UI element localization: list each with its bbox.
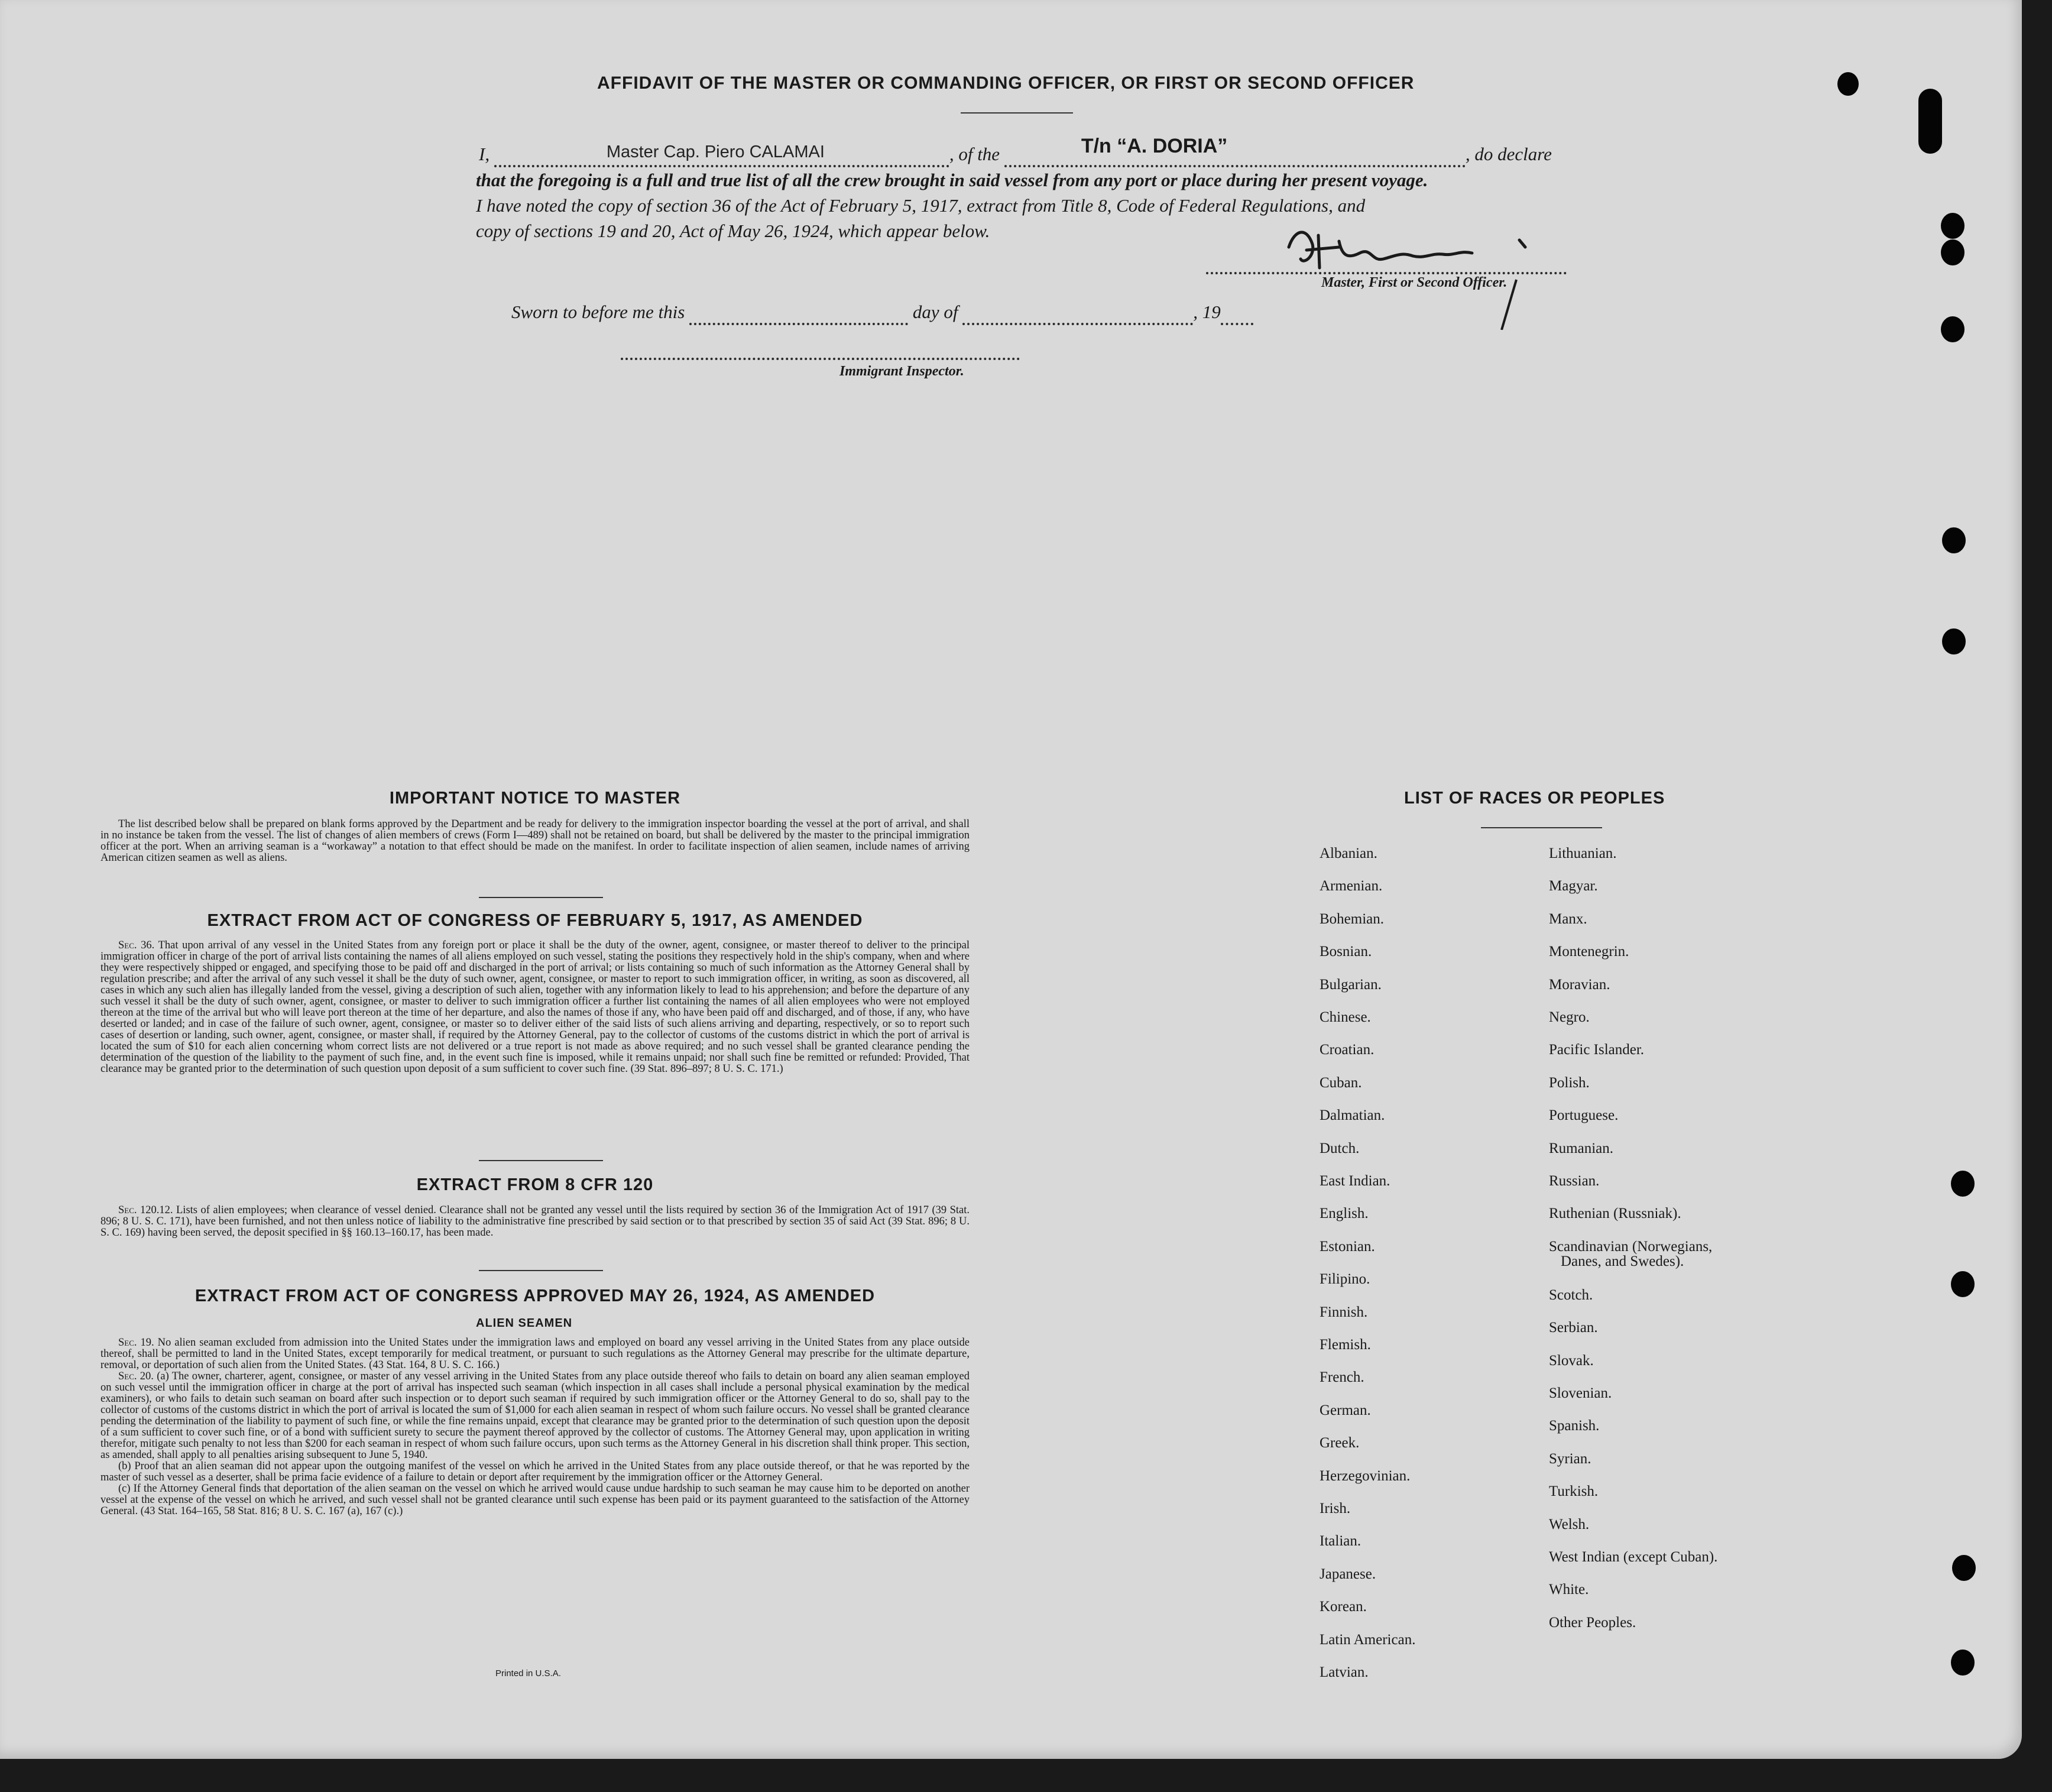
notice-text — [101, 819, 970, 864]
race-item: German. — [1320, 1402, 1371, 1418]
race-item: Rumanian. — [1549, 1140, 1614, 1156]
sec36-label: Sec. 36. — [118, 939, 155, 951]
race-item: Dalmatian. — [1320, 1107, 1385, 1124]
affidavit-line-3: I have noted the copy of section 36 of the Act of February 5, 1917, extract from Title 8, Code of Federal Regulations, and — [476, 195, 1366, 216]
sworn-year-label: , 19 — [1193, 302, 1221, 322]
race-item: Scandinavian (Norwegians, — [1549, 1238, 1713, 1255]
sec36-paragraph — [101, 940, 970, 1075]
signature-caption: Master, First or Second Officer. — [1321, 275, 1508, 290]
race-item: English. — [1320, 1206, 1369, 1222]
race-item: Pacific Islander. — [1549, 1042, 1645, 1058]
sec19-paragraph — [101, 1337, 970, 1371]
race-item: Serbian. — [1549, 1320, 1598, 1336]
race-item: French. — [1320, 1369, 1364, 1386]
race-item: Syrian. — [1549, 1450, 1591, 1467]
race-item: Japanese. — [1320, 1566, 1376, 1582]
punch-hole — [1951, 1650, 1975, 1676]
extract-cfr-title: EXTRACT FROM 8 CFR 120 — [416, 1175, 654, 1194]
race-item: Moravian. — [1549, 976, 1610, 993]
race-item: Albanian. — [1320, 845, 1377, 861]
extract-1917-title: EXTRACT FROM ACT OF CONGRESS OF FEBRUARY 5, 1917, AS AMENDED — [207, 911, 863, 930]
sworn-year-field — [1221, 305, 1253, 325]
race-item: Croatian. — [1320, 1042, 1375, 1058]
line1-suffix: , do declare — [1465, 144, 1552, 164]
race-item: Latvian. — [1320, 1664, 1369, 1680]
extract-1924-text — [101, 1337, 970, 1517]
race-item: Portuguese. — [1549, 1107, 1619, 1124]
race-item: Filipino. — [1320, 1271, 1370, 1288]
sec19-text: No alien seaman excluded from admission into the United States under the immigration laws and employed on board any vessel arriving in the United States from any place outside thereof, shall be permitted to land in the United States, except temporarily for medical treatment, or pursuant to such regulations as the Attorney General may prescribe for the ultimate departure, removal, or deportation of such alien from the United States. (43 Stat. 164, 8 U. S. C. 166.) — [101, 1337, 970, 1371]
vessel-name-field — [1004, 135, 1466, 167]
sec19-label: Sec. 19. — [118, 1337, 154, 1349]
race-item: Greek. — [1320, 1435, 1360, 1451]
sec120-label: Sec. 120.12. — [118, 1204, 173, 1216]
sworn-prefix: Sworn to before me this — [511, 302, 685, 322]
divider-2 — [479, 1160, 603, 1161]
sec20-text: (a) The owner, charterer, agent, consignee, or master of any vessel arriving in the United States from any place outside thereof who fails to detain on board any alien seaman employed on such vessel until the immigration officer in charge at the port of arrival has inspected such seaman (which inspection in all cases shall include a personal physical examination by the medical examiners), or who fails to detain such seaman on board after such inspection or to deport such seaman if required by such immigration officer or the Attorney General to do so, shall pay to the collector of customs of the customs district in which the port of arrival is located the sum of $1,000 for each alien seaman in respect of whom such failure occurs. No vessel shall be granted clearance pending the determination of the liability to payment of such fine, or while the fine remains unpaid, except that clearance may be granted prior to the determination of such question upon the deposit of a sum sufficient to cover such fine, or of a bond with sufficient surety to secure the payment thereof approved by the collector of customs. The Attorney General may, upon application in writing therefor, mitigate such penalty to not less than $200 for each seaman in respect of whom such failure occurs, upon such terms as the Attorney General in his discretion shall think proper. This section, as amended, shall apply to all penalties arising subsequent to June 5, 1940. — [101, 1370, 970, 1461]
divider-3 — [479, 1270, 603, 1271]
affidavit-line-4: copy of sections 19 and 20, Act of May 26, 1924, which appear below. — [476, 221, 990, 241]
inspector-line — [621, 352, 1020, 360]
race-item: Spanish. — [1549, 1418, 1600, 1434]
sec36-text: That upon arrival of any vessel in the United States from any foreign port or place it shall be the duty of the owner, agent, consignee, or master thereof to deliver to the principal immigration officer in charge of the port of arrival lists containing the names of all aliens employed on such vessel, stating the positions they respectively hold in the ship's company, when and where they were respectively shipped or engaged, and specifying those to be paid off and discharged in the port of arrival; or lists containing so much of such information as the Attorney General shall by regulation prescribe; and after the arrival of any such vessel it shall be the duty of such owner, agent, consignee, or master to report to such immigration officer, in writing, as soon as discovered, all cases in which any such alien has illegally landed from the vessel, giving a description of such alien, together with any information likely to lead to his apprehension; and before the departure of any such vessel it shall be the duty of such owner, agent, consignee, or master to deliver to such immigration officer a further list containing the names of all alien employees who were not employed thereon at the time of the arrival but who will leave port thereon at the time of her departure, and also the names of those if any, who have been paid off and discharged, and of those, if any, who have deserted or landed; and in case of the failure of such owner, agent, consignee, or master so to deliver either of the said lists of such aliens arriving and departing, respectively, or so to report such cases of desertion or landing, such owner, agent, consignee, or master shall, if required by the Attorney General, pay to the collector of customs of the customs district in which the port of arrival is located the sum of $10 for each alien concerning whom correct lists are not delivered or a true report is not made as above required; and no such vessel shall be granted clearance pending the determination of the question of the liability to the payment of such fine, and, in the event such fine is imposed, while it remains unpaid; nor shall such fine be remitted or refunded: Provided, That clearance may be granted prior to the determination of such question upon deposit of a sum sufficient to cover such fine. (39 Stat. 896–897; 8 U. S. C. 171.) — [101, 939, 970, 1075]
sec120-text: Lists of alien employees; when clearance of vessel denied. Clearance shall not be granted any vessel until the lists required by section 36 of the Immigration Act of 1917 (39 Stat. 896; 8 U. S. C. 171), have been furnished, and not then unless notice of liability to the administrative fine prescribed by said section or to that prescribed by section 35 of said Act (39 Stat. 896; 8 U. S. C. 169) having been served, the deposit specified in §§ 160.13–160.17, has been made. — [101, 1204, 970, 1239]
vessel-name-value: T/n “A. DORIA” — [1081, 135, 1228, 157]
race-item: White. — [1549, 1582, 1589, 1598]
race-item: Montenegrin. — [1549, 944, 1629, 960]
printed-in-usa: Printed in U.S.A. — [495, 1668, 561, 1678]
master-name-value: Master Cap. Piero CALAMAI — [606, 142, 825, 161]
race-item: Ruthenian (Russniak). — [1549, 1206, 1681, 1222]
race-item: Dutch. — [1320, 1140, 1360, 1156]
race-item: Irish. — [1320, 1501, 1351, 1516]
punch-hole — [1837, 72, 1859, 96]
race-item: Welsh. — [1549, 1516, 1590, 1532]
punch-hole — [1941, 316, 1965, 342]
race-item: Slovak. — [1549, 1352, 1594, 1369]
sworn-month-field — [962, 305, 1193, 325]
divider-1 — [479, 897, 603, 898]
race-item: Estonian. — [1320, 1238, 1375, 1255]
sec120-paragraph — [101, 1205, 970, 1239]
race-item: Cuban. — [1320, 1074, 1362, 1091]
sec20-label: Sec. 20. — [118, 1370, 154, 1382]
race-item: Finnish. — [1320, 1304, 1368, 1320]
notice-paragraph: The list described below shall be prepared on blank forms approved by the Department and be ready for delivery to the immigration inspector boarding the vessel at the port of arrival, and shall in no instance be taken from the vessel. The list of changes of alien members of crews (Form I—489) shall not be retained on board, but shall be delivered by the master to the principal immigration officer at the port. When an arriving seaman is a “workaway” a notation to that effect should be made on the manifest. In order to facilitate inspection of alien seamen, include names of arriving American citizen seamen as well as aliens. — [101, 818, 970, 864]
title-divider — [961, 112, 1073, 114]
race-item: Manx. — [1549, 910, 1587, 927]
race-item: Bohemian. — [1320, 910, 1385, 927]
affidavit-line-1 — [479, 135, 1573, 167]
master-name-field — [494, 142, 949, 167]
sec20-paragraph — [101, 1371, 970, 1461]
races-divider — [1481, 827, 1602, 828]
race-item: Bulgarian. — [1320, 976, 1382, 993]
race-item: Chinese. — [1320, 1009, 1371, 1025]
race-item: Bosnian. — [1320, 944, 1372, 960]
punch-hole — [1942, 527, 1966, 553]
alien-seamen-subtitle: ALIEN SEAMEN — [476, 1317, 573, 1330]
race-item: Other Peoples. — [1549, 1614, 1636, 1631]
punch-hole — [1952, 1555, 1976, 1581]
extract-cfr-text — [101, 1205, 970, 1239]
race-item: Russian. — [1549, 1173, 1600, 1189]
race-item: Negro. — [1549, 1009, 1590, 1025]
extract-1917-text — [101, 940, 970, 1075]
punch-hole — [1918, 89, 1942, 154]
races-title: LIST OF RACES OR PEOPLES — [1404, 789, 1665, 808]
line1-prefix: I, — [479, 144, 490, 164]
line1-mid: , of the — [949, 144, 1000, 164]
race-item: Armenian. — [1320, 878, 1383, 895]
race-item: Lithuanian. — [1549, 845, 1617, 861]
notice-title: IMPORTANT NOTICE TO MASTER — [389, 789, 681, 808]
race-item: Magyar. — [1549, 878, 1598, 895]
punch-hole — [1941, 239, 1965, 265]
race-item: Turkish. — [1549, 1483, 1599, 1500]
race-item: Korean. — [1320, 1599, 1367, 1615]
punch-hole — [1942, 628, 1966, 654]
race-item: East Indian. — [1320, 1173, 1390, 1189]
sec20-b-paragraph: (b) Proof that an alien seaman did not appear upon the outgoing manifest of the vessel on which he arrived in the United States from any place outside thereof, or that he was reported by the master of such vessel as a deserter, shall be prima facie evidence of a failure to detain or deport after requirement by the immigration officer or the Attorney General. — [101, 1460, 970, 1483]
race-item: Polish. — [1549, 1074, 1590, 1091]
sec20-c-paragraph: (c) If the Attorney General finds that deportation of the alien seaman on the vessel on which he arrived would cause undue hardship to such seaman he may cause him to be deported on another vessel at the expense of the vessel on which he arrived, and such vessel shall not be granted clearance until such expense has been paid or its payment guaranteed to the satisfaction of the Attorney General. (43 Stat. 164–165, 58 Stat. 816; 8 U. S. C. 167 (a), 167 (c).) — [101, 1483, 970, 1517]
punch-hole — [1951, 1271, 1975, 1297]
affidavit-line-2: that the foregoing is a full and true list of all the crew brought in said vessel from any port or place during her present voyage. — [476, 170, 1428, 190]
race-item: Scotch. — [1549, 1287, 1593, 1303]
race-item: Slovenian. — [1549, 1385, 1612, 1401]
punch-hole — [1941, 213, 1965, 239]
race-item: West Indian (except Cuban). — [1549, 1549, 1718, 1565]
inspector-caption: Immigrant Inspector. — [839, 364, 964, 379]
race-item: Flemish. — [1320, 1337, 1371, 1353]
sworn-date-field — [689, 305, 908, 325]
race-item: Herzegovinian. — [1320, 1467, 1411, 1484]
race-item: Latin American. — [1320, 1631, 1416, 1648]
sworn-line — [511, 299, 1398, 325]
race-item: Danes, and Swedes). — [1561, 1253, 1684, 1269]
race-item: Italian. — [1320, 1533, 1361, 1550]
affidavit-title: AFFIDAVIT OF THE MASTER OR COMMANDING OFFICER, OR FIRST OR SECOND OFFICER — [597, 73, 1415, 93]
sworn-day-label: day of — [912, 302, 958, 322]
signature-line — [1206, 260, 1567, 274]
punch-hole — [1951, 1171, 1975, 1197]
extract-1924-title: EXTRACT FROM ACT OF CONGRESS APPROVED MAY 26, 1924, AS AMENDED — [194, 1287, 876, 1305]
